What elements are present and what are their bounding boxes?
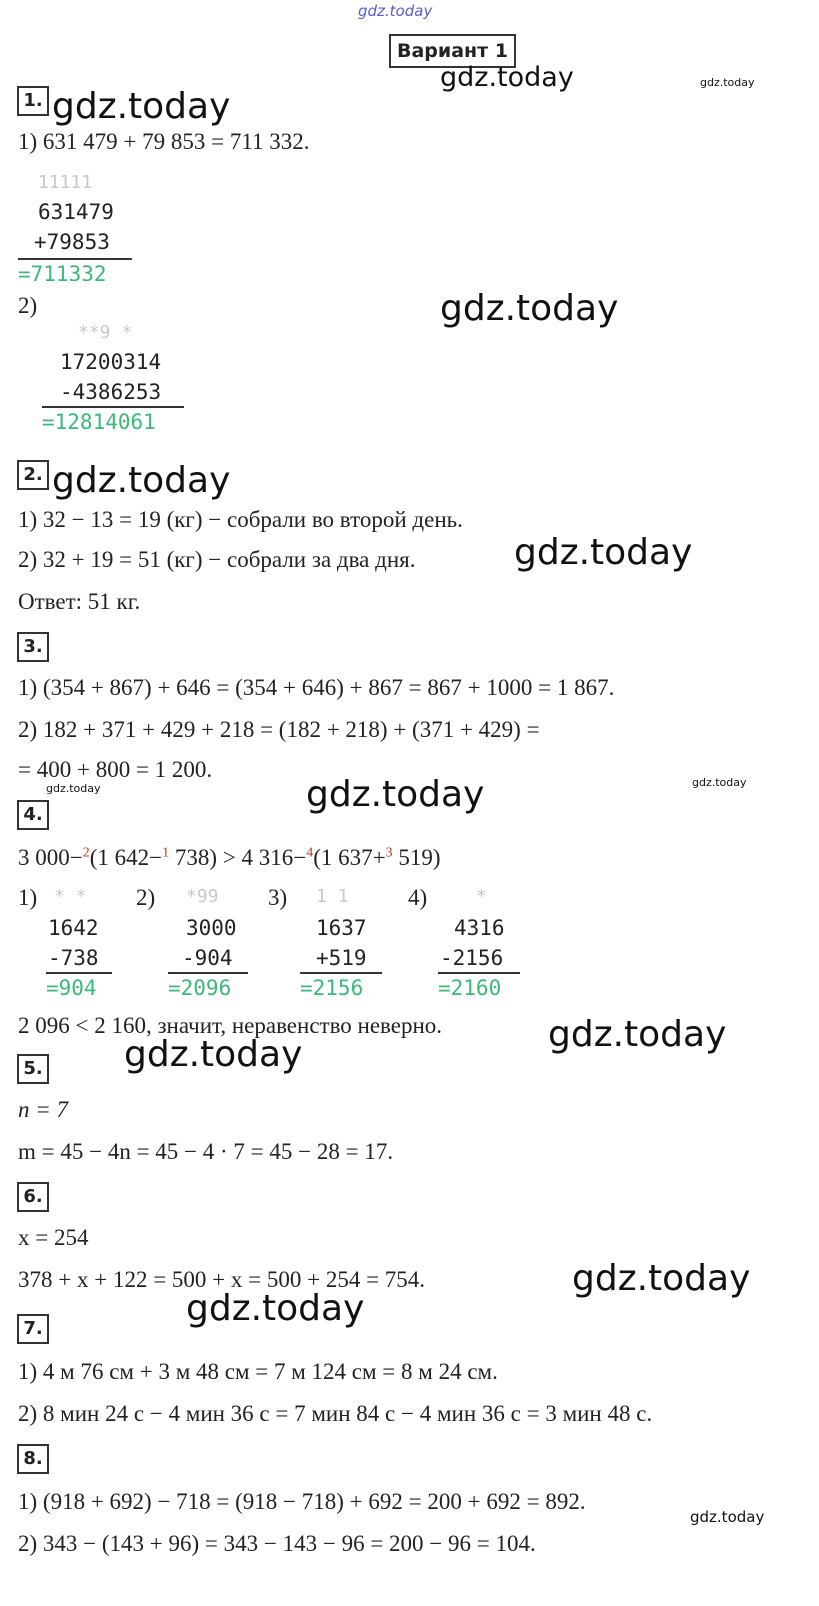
watermark: gdz.today	[52, 86, 231, 127]
sum-line	[46, 972, 112, 974]
sum-line	[300, 972, 382, 974]
task6-line2: 378 + x + 122 = 500 + x = 500 + 254 = 754.	[18, 1267, 426, 1292]
task-number-5: 5.	[17, 1054, 49, 1084]
task3-line1: 1) (354 + 867) + 646 = (354 + 646) + 867 = 867 + 1000 = 1 867.	[18, 675, 615, 700]
task1-label2: 2)	[18, 293, 38, 318]
site-watermark-top: gdz.today	[358, 2, 433, 20]
operand-a: 3000	[186, 916, 237, 940]
carry-digits: **9 *	[78, 322, 133, 343]
task4-conclusion: 2 096 < 2 160, значит, неравенство неверно.	[18, 1013, 443, 1038]
carry-digits: 11111	[38, 172, 93, 193]
watermark: gdz.today	[440, 62, 574, 93]
watermark: gdz.today	[52, 460, 231, 501]
operand-a: 1637	[316, 916, 367, 940]
operand-b: +79853	[34, 230, 110, 254]
watermark: gdz.today	[700, 76, 755, 89]
task1-line1: 1) 631 479 + 79 853 = 711 332.	[18, 129, 310, 154]
watermark: gdz.today	[440, 288, 619, 329]
result: =12814061	[42, 410, 156, 434]
operand-a: 1642	[48, 916, 99, 940]
result: =2160	[438, 976, 502, 1000]
task-number-2: 2.	[17, 460, 49, 490]
operand-b: +519	[316, 946, 367, 970]
task6-line1: x = 254	[18, 1225, 89, 1250]
watermark: gdz.today	[306, 774, 485, 815]
task8-line1: 1) (918 + 692) − 718 = (918 − 718) + 692 = 200 + 692 = 892.	[18, 1489, 586, 1514]
watermark: gdz.today	[548, 1014, 727, 1055]
watermark: gdz.today	[124, 1034, 303, 1075]
col-label: 1)	[18, 885, 38, 910]
task-number-8: 8.	[17, 1444, 49, 1474]
task2-answer: Ответ: 51 кг.	[18, 589, 141, 614]
task-number-4: 4.	[17, 800, 49, 830]
sum-line	[42, 406, 184, 408]
col-label: 4)	[408, 885, 428, 910]
task-number-7: 7.	[17, 1314, 49, 1344]
carry-digits: 1 1	[316, 886, 349, 907]
task8-line2: 2) 343 − (143 + 96) = 343 − 143 − 96 = 200 − 96 = 104.	[18, 1531, 536, 1556]
operand-b: -738	[48, 946, 99, 970]
page-title: Вариант 1	[389, 34, 516, 68]
operand-a: 17200314	[60, 350, 162, 374]
operand-b: -2156	[440, 946, 504, 970]
watermark: gdz.today	[514, 532, 693, 573]
watermark: gdz.today	[692, 776, 747, 789]
operand-a: 4316	[454, 916, 505, 940]
col-label: 2)	[136, 885, 156, 910]
task7-line2: 2) 8 мин 24 с − 4 мин 36 с = 7 мин 84 с − 4 мин 36 с = 3 мин 48 с.	[18, 1401, 653, 1426]
task3-line2: 2) 182 + 371 + 429 + 218 = (182 + 218) + (371 + 429) =	[18, 717, 540, 742]
task3-line3: = 400 + 800 = 1 200.	[18, 757, 213, 782]
watermark: gdz.today	[186, 1288, 365, 1329]
watermark: gdz.today	[572, 1258, 751, 1299]
task5-line1: n = 7	[18, 1097, 69, 1122]
operand-a: 631479	[38, 200, 114, 224]
task-number-6: 6.	[17, 1182, 49, 1212]
watermark: gdz.today	[690, 1508, 765, 1526]
task2-line1: 1) 32 − 13 = 19 (кг) − собрали во второй день.	[18, 507, 463, 532]
sum-line	[18, 258, 132, 260]
result: =2096	[168, 976, 232, 1000]
carry-digits: * *	[54, 886, 87, 907]
carry-digits: *99	[186, 886, 219, 907]
sum-line	[438, 972, 520, 974]
watermark: gdz.today	[46, 782, 101, 795]
task2-line2: 2) 32 + 19 = 51 (кг) − собрали за два дня.	[18, 547, 416, 572]
carry-digits: *	[476, 886, 487, 907]
task4-expression: 3 000−$^2$(1 642−$^1$ 738) > 4 316−$^4$(1 637+$^3$ 519)	[18, 845, 441, 870]
operand-b: -4386253	[60, 380, 162, 404]
task7-line1: 1) 4 м 76 см + 3 м 48 см = 7 м 124 см = 8 м 24 см.	[18, 1359, 498, 1384]
task-number-3: 3.	[17, 632, 49, 662]
operand-b: -904	[182, 946, 233, 970]
sum-line	[168, 972, 248, 974]
result: =2156	[300, 976, 364, 1000]
result: =711332	[18, 262, 107, 286]
task5-line2: m = 45 − 4n = 45 − 4 · 7 = 45 − 28 = 17.	[18, 1139, 394, 1164]
col-label: 3)	[268, 885, 288, 910]
result: =904	[46, 976, 97, 1000]
task-number-1: 1.	[17, 86, 49, 116]
